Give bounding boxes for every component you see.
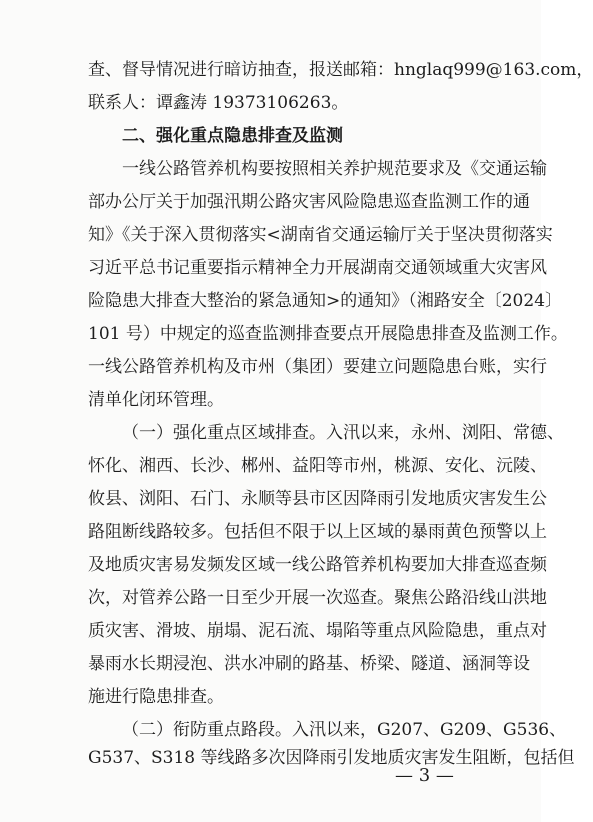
text-line: 部办公厅关于加强汛期公路灾害风险隐患巡查监测工作的通 bbox=[88, 192, 530, 212]
text-line: G537、S318 等线路多次因降雨引发地质灾害发生阻断，包括但 bbox=[88, 748, 575, 768]
text-line: 联系人：谭鑫涛 19373106263。 bbox=[88, 93, 349, 113]
subsection-line: （一）强化重点区域排查。入汛以来，永州、浏阳、常德、 bbox=[122, 423, 564, 443]
text-line: 质灾害、滑坡、崩塌、泥石流、塌陷等重点风险隐患，重点对 bbox=[88, 621, 547, 641]
subsection-line: （二）衔防重点路段。入汛以来，G207、G209、G536、 bbox=[122, 720, 567, 740]
text-line: 查、督导情况进行暗访抽查，报送邮箱：hnglaq999@163.com， bbox=[88, 60, 593, 80]
page-number: — 3 — bbox=[395, 765, 454, 786]
text-line: 知》《关于深入贯彻落实<湖南省交通运输厅关于坚决贯彻落实 bbox=[88, 225, 553, 245]
text-line: 一线公路管养机构及市州（集团）要建立问题隐患台账，实行 bbox=[88, 357, 547, 377]
section-heading: 二、强化重点隐患排查及监测 bbox=[122, 126, 343, 146]
text-line: 暴雨水长期浸泡、洪水冲刷的路基、桥梁、隧道、涵洞等设 bbox=[88, 654, 530, 674]
text-line: 次，对管养公路一日至少开展一次巡查。聚焦公路沿线山洪地 bbox=[88, 588, 547, 608]
text-line: 清单化闭环管理。 bbox=[88, 390, 224, 410]
text-line: 攸县、浏阳、石门、永顺等县市区因降雨引发地质灾害发生公 bbox=[88, 489, 547, 509]
text-line: 施进行隐患排查。 bbox=[88, 687, 224, 707]
text-line: 一线公路管养机构要按照相关养护规范要求及《交通运输 bbox=[122, 159, 547, 179]
text-line: 怀化、湘西、长沙、郴州、益阳等市州，桃源、安化、沅陵、 bbox=[88, 456, 547, 476]
text-line: 路阻断线路较多。包括但不限于以上区域的暴雨黄色预警以上 bbox=[88, 522, 547, 542]
text-line: 习近平总书记重要指示精神全力开展湖南交通领域重大灾害风 bbox=[88, 258, 547, 278]
text-line: 险隐患大排查大整治的紧急通知>的通知》（湘路安全〔2024〕 bbox=[88, 291, 563, 311]
text-line: 101 号）中规定的巡查监测排查要点开展隐患排查及监测工作。 bbox=[88, 324, 568, 344]
text-line: 及地质灾害易发频发区域一线公路管养机构要加大排查巡查频 bbox=[88, 555, 547, 575]
